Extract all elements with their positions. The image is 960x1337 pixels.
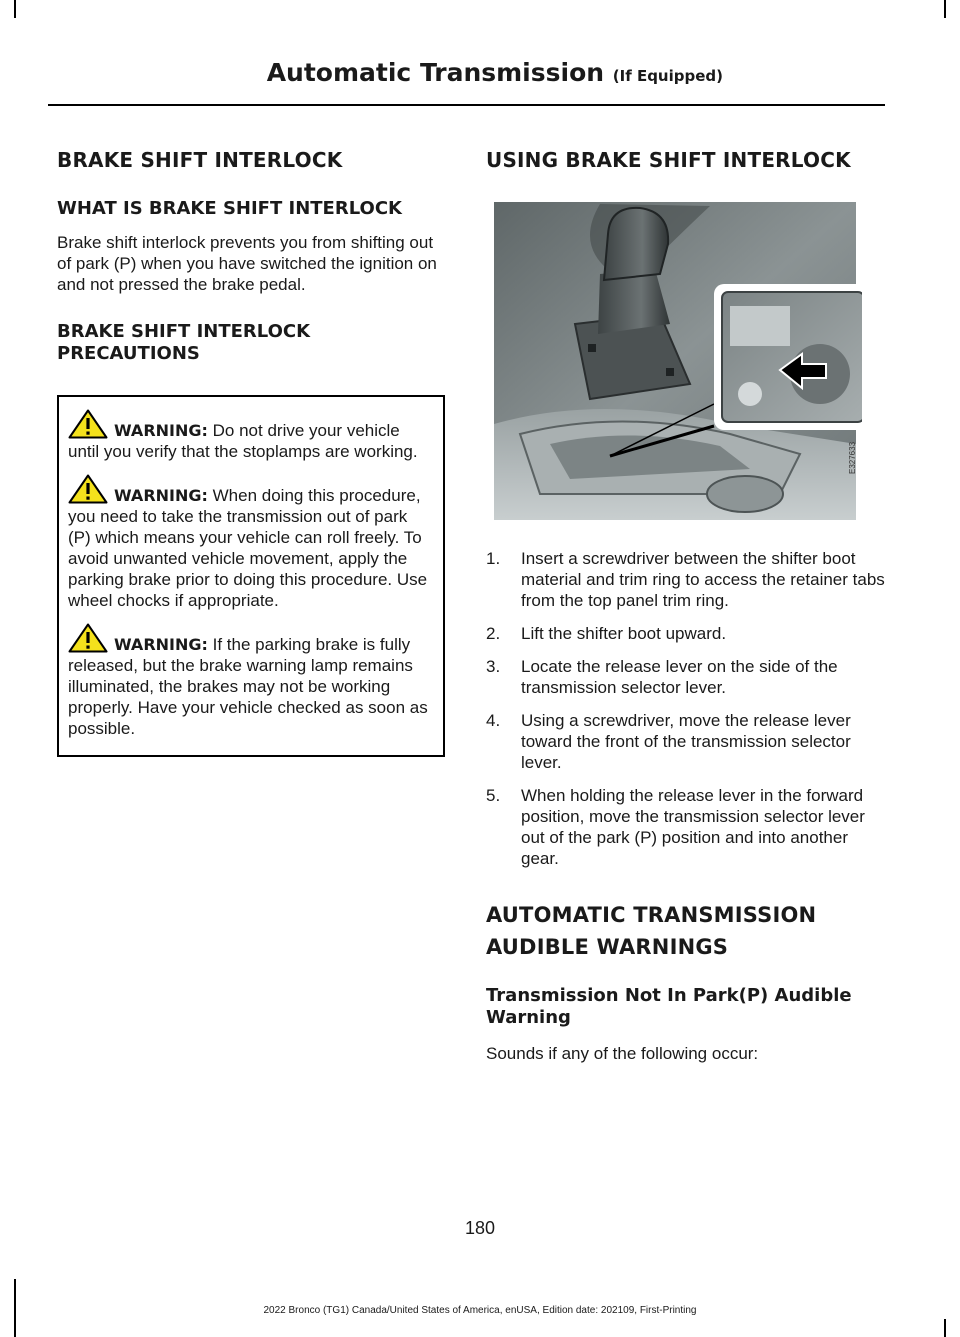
page-title-main: Automatic Transmission — [266, 58, 605, 87]
page-number: 180 — [464, 1218, 496, 1238]
warning-text: When doing this procedure, you need to take the transmission out of park (P) which means your vehicle can roll freely. To avoid unwanted vehicle movement, apply the parking brake prior to doing this procedure. Use wheel chocks if appropriate. — [68, 486, 428, 610]
right-column — [486, 148, 886, 1064]
section-title-brake-shift-interlock: BRAKE SHIFT INTERLOCK — [57, 148, 343, 172]
list-item: 4. Using a screwdriver, move the release lever toward the front of the transmission selector lever. — [486, 711, 851, 772]
figure-code: E327633 — [848, 441, 857, 474]
warnings-box — [57, 395, 445, 757]
steps-list — [486, 548, 886, 869]
left-column — [57, 148, 445, 757]
footer-text: 2022 Bronco (TG1) Canada/United States of America, enUSA, Edition date: 202109, First-Printing — [263, 1305, 697, 1316]
shifter-figure — [480, 194, 862, 526]
warning-item — [68, 409, 434, 462]
subheading-not-in-park: Transmission Not In Park(P) Audible Warning — [486, 985, 852, 1028]
warning-text: If the parking brake is fully released, but the brake warning lamp remains illuminated, the brakes may not be working properly. Have your vehicle checked as soon as possible. — [68, 635, 428, 738]
warning-label: WARNING: — [114, 635, 208, 654]
warning-triangle-icon — [68, 474, 108, 504]
list-item: 5. When holding the release lever in the forward position, move the transmission selector lever out of the park (P) position and into another gear. — [486, 786, 865, 868]
list-item: 2. Lift the shifter boot upward. — [486, 624, 727, 643]
page-title-suffix: (If Equipped) — [612, 67, 723, 85]
page-title — [267, 58, 723, 87]
list-item: 1. Insert a screwdriver between the shifter boot material and trim ring to access the retainer tabs from the top panel trim ring. — [486, 549, 885, 610]
crop-mark-top-right — [944, 0, 946, 18]
shifter-illustration — [480, 194, 862, 526]
warning-triangle-icon — [68, 623, 108, 653]
header-rule — [48, 104, 885, 106]
subheading-what-is: WHAT IS BRAKE SHIFT INTERLOCK — [57, 198, 402, 219]
section-title-audible-warnings: AUTOMATIC TRANSMISSION AUDIBLE WARNINGS — [486, 903, 817, 959]
warning-text: Do not drive your vehicle until you verify that the stoplamps are working. — [68, 421, 418, 461]
paragraph-sounds-if: Sounds if any of the following occur: — [486, 1044, 759, 1063]
crop-mark-top-left — [14, 0, 16, 18]
warning-item — [68, 623, 434, 739]
warning-label: WARNING: — [114, 421, 208, 440]
paragraph-what-is: Brake shift interlock prevents you from shifting out of park (P) when you have switched the ignition on and not pressed the brake pedal. — [57, 233, 437, 294]
warning-label: WARNING: — [114, 486, 208, 505]
list-item: 3. Locate the release lever on the side of the transmission selector lever. — [486, 657, 838, 697]
warning-triangle-icon — [68, 409, 108, 439]
section-title-using-interlock: USING BRAKE SHIFT INTERLOCK — [486, 148, 851, 172]
crop-mark-bottom-right — [944, 1319, 946, 1337]
subheading-precautions: BRAKE SHIFT INTERLOCK PRECAUTIONS — [57, 321, 311, 364]
warning-item — [68, 474, 434, 611]
